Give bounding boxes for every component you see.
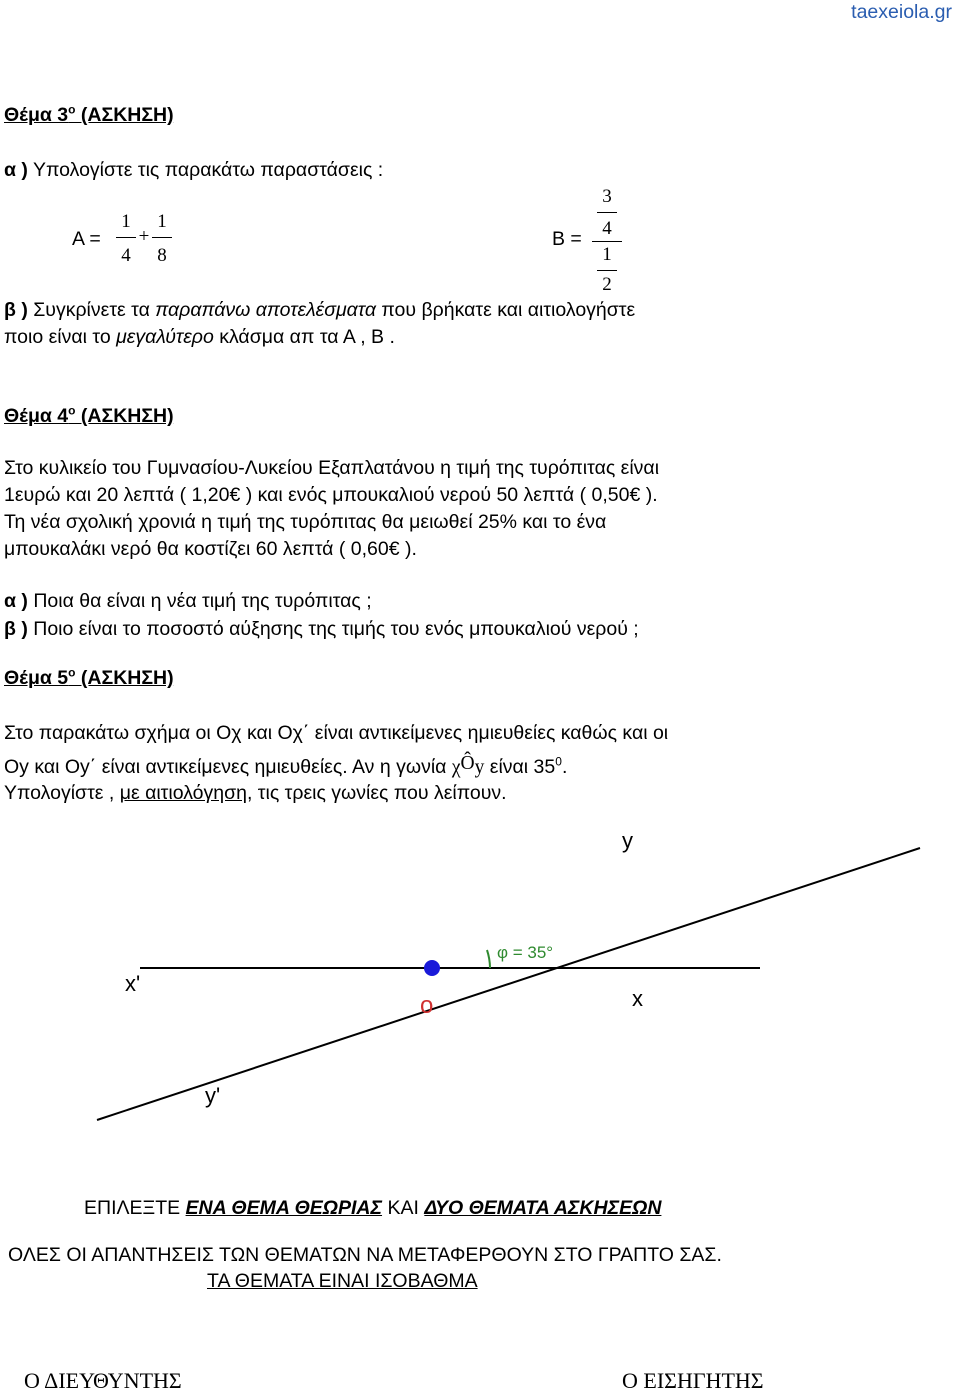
choose-instructions	[84, 1196, 661, 1220]
b-top-bar	[597, 212, 617, 213]
equal-weight-text: ΤΑ ΘΕΜΑΤΑ ΕΙΝΑΙ ΙΣΟΒΑΘΜΑ	[207, 1270, 478, 1292]
theme4-q-b-text: Ποιο είναι το ποσοστό αύξησης της τιμής του ενός μπουκαλιού νερού ;	[27, 618, 639, 640]
label-y-prime: y'	[205, 1083, 221, 1108]
theme4-q-a-label: α )	[4, 590, 28, 612]
b-top-num: 3	[602, 186, 612, 207]
theme5-title	[4, 667, 174, 690]
theme3-title-sup: ο	[68, 102, 76, 117]
theme3-title-text: Θέμα 3	[4, 104, 69, 126]
choose-text-d: ΔΥΟ ΘΕΜΑΤΑ ΑΣΚΗΣΕΩΝ	[424, 1197, 662, 1219]
plus-sign: +	[138, 226, 150, 247]
question-b-label: β )	[4, 299, 28, 321]
transfer-instructions: ΟΛΕΣ ΟΙ ΑΠΑΝΤΗΣΕΙΣ ΤΩΝ ΘΕΜΑΤΩΝ ΝΑ ΜΕΤΑΦΕΡΘΟΥΝ ΣΤΟ ΓΡΑΠΤΟ ΣΑΣ.	[8, 1244, 722, 1266]
choose-text-a: ΕΠΙΛΕΞΤΕ	[84, 1197, 186, 1219]
theme3-question-b-line2	[4, 325, 395, 349]
a-frac2-bar	[152, 237, 172, 238]
question-b-text1: Συγκρίνετε τα	[27, 299, 156, 321]
theme4-question-a	[4, 589, 372, 613]
expression-b-label: Β =	[552, 228, 582, 250]
question-b-italic1: παραπάνω αποτελέσματα	[155, 299, 376, 321]
b-bot-bar	[597, 270, 617, 271]
theme5-line2	[4, 755, 567, 780]
theme5-line3-text: Υπολογίστε ,	[4, 782, 120, 804]
theme4-line: Τη νέα σχολική χρονιά η τιμή της τυρόπιτας θα μειωθεί 25% και το ένα	[4, 511, 607, 533]
theme4-line: μπουκαλάκι νερό θα κοστίζει 60 λεπτά ( 0,60€ ).	[4, 538, 417, 560]
question-b-text2: που βρήκατε και αιτιολογήστε	[375, 299, 636, 321]
theme3-title-suffix: (ΑΣΚΗΣΗ)	[75, 104, 174, 126]
theme5-line1: Στο παρακάτω σχήμα οι Οχ και Οχ΄ είναι αντικείμενες ημιευθείες καθώς και οι	[4, 722, 669, 744]
angle-x: χ	[451, 757, 461, 778]
theme3-title	[4, 104, 174, 127]
presenter-signature: Ο ΕΙΣΗΓΗΤΗΣ	[622, 1368, 764, 1393]
theme5-line2-dot: .	[561, 756, 568, 778]
theme4-question-b	[4, 617, 639, 641]
theme5-line3-underlined: με αιτιολόγηση,	[119, 782, 253, 804]
b-bot-num: 1	[602, 244, 612, 265]
expression-a-label: Α =	[72, 228, 101, 250]
theme5-line2-text-b: είναι 35	[484, 756, 556, 778]
director-signature: Ο ΔΙΕΥΘΥΝΤΗΣ	[24, 1368, 182, 1393]
a-frac1-bar	[116, 237, 136, 238]
question-b-line2-text1: ποιο είναι το	[4, 326, 117, 348]
point-o	[424, 960, 440, 976]
a-frac1-num: 1	[121, 211, 131, 232]
choose-text-c: ΚΑΙ	[382, 1197, 425, 1219]
theme4-title-text: Θέμα 4	[4, 405, 69, 427]
angle-label: φ = 35°	[497, 943, 554, 962]
question-a-text: Υπολογίστε τις παρακάτω παραστάσεις :	[27, 159, 384, 181]
angle-y: y	[474, 757, 485, 778]
b-top-den: 4	[602, 218, 612, 239]
angle-figure	[0, 820, 960, 1160]
site-link-text[interactable]: taexeiola.gr	[851, 1, 952, 23]
theme5-line3-text-b: τις τρεις γωνίες που λείπουν.	[252, 782, 507, 804]
theme5-line2-text: Οy και Οy΄ είναι αντικείμενες ημιευθείες. Αν η γωνία	[4, 756, 452, 778]
theme4-line: 1ευρώ και 20 λεπτά ( 1,20€ ) και ενός μπουκαλιού νερού 50 λεπτά ( 0,50€ ).	[4, 484, 658, 506]
theme5-title-suffix: (ΑΣΚΗΣΗ)	[75, 667, 174, 689]
line-y-yprime	[97, 848, 920, 1120]
a-frac1-den: 4	[121, 245, 131, 266]
theme4-title-sup: ο	[68, 403, 76, 418]
angle-arc	[487, 950, 490, 968]
theme5-line3	[4, 781, 507, 805]
choose-text-b: ΕΝΑ ΘΕΜΑ ΘΕΩΡΙΑΣ	[185, 1197, 383, 1219]
a-frac2-den: 8	[157, 245, 167, 266]
theme3-question-a	[4, 158, 383, 182]
site-link[interactable]	[851, 0, 952, 24]
theme5-title-sup: ο	[68, 665, 76, 680]
b-main-bar	[592, 241, 622, 242]
theme4-q-a-text: Ποια θα είναι η νέα τιμή της τυρόπιτας ;	[27, 590, 372, 612]
theme3-question-b	[4, 298, 635, 322]
degree-sup: 0	[555, 754, 562, 769]
label-o: o	[420, 992, 434, 1019]
question-a-label: α )	[4, 159, 28, 181]
equal-weight-note	[207, 1269, 478, 1293]
angle-o: Ô	[460, 753, 475, 774]
a-frac2-num: 1	[157, 211, 167, 232]
b-bot-den: 2	[602, 274, 612, 295]
question-b-italic2: μεγαλύτερο	[116, 326, 214, 348]
theme4-q-b-label: β )	[4, 618, 28, 640]
label-x: x	[632, 986, 643, 1011]
theme4-line: Στο κυλικείο του Γυμνασίου-Λυκείου Εξαπλατάνου η τιμή της τυρόπιτας είναι	[4, 457, 660, 479]
question-b-line2-text2: κλάσμα απ τα Α , Β .	[213, 326, 395, 348]
label-y: y	[622, 828, 633, 853]
theme4-title	[4, 405, 174, 428]
theme5-title-text: Θέμα 5	[4, 667, 69, 689]
theme4-title-suffix: (ΑΣΚΗΣΗ)	[75, 405, 174, 427]
label-x-prime: x'	[125, 971, 141, 996]
